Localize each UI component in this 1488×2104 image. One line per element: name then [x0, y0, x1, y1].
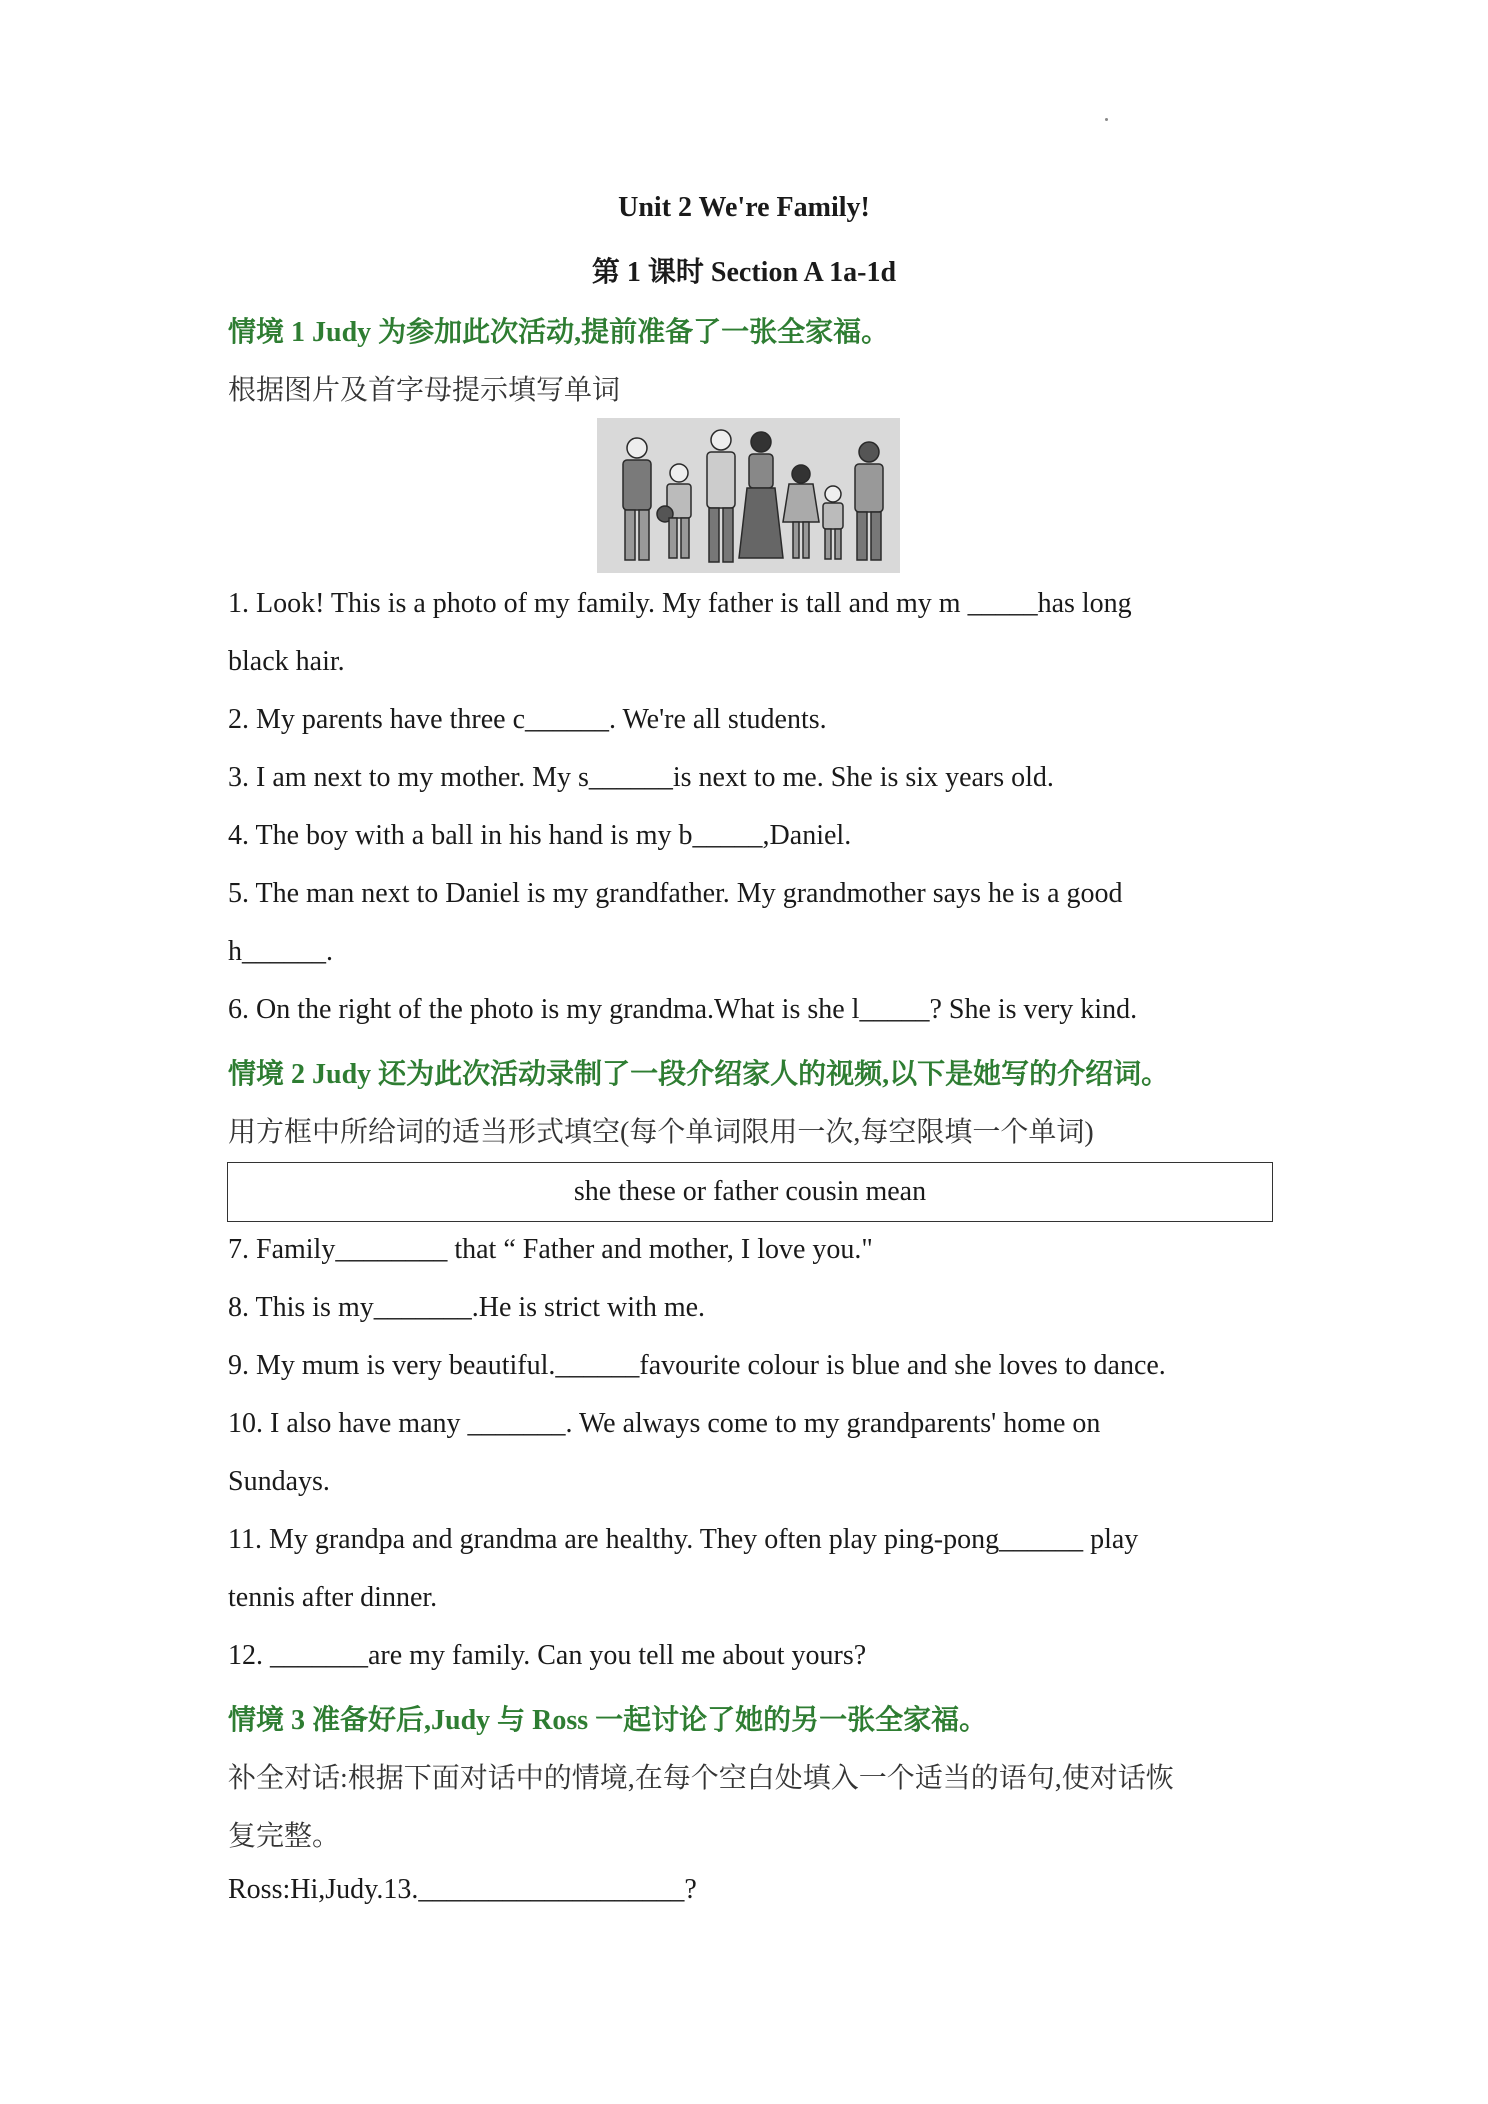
question-5-line-1: 5. The man next to Daniel is my grandfather. My grandmother says he is a good — [228, 878, 1123, 909]
page-mark-dot — [1105, 118, 1108, 121]
question-12: 12. _______are my family. Can you tell me about yours? — [228, 1640, 867, 1671]
question-11-line-2: tennis after dinner. — [228, 1582, 438, 1613]
question-1-line-1: 1. Look! This is a photo of my family. My father is tall and my m _____has long — [228, 588, 1132, 619]
situation-3-heading: 情境 3 准备好后,Judy 与 Ross 一起讨论了她的另一张全家福。 — [228, 1705, 988, 1736]
dialogue-line-13: Ross:Hi,Judy.13.___________________? — [228, 1874, 697, 1905]
word-box: she these or father cousin mean — [227, 1162, 1273, 1222]
situation-2-heading: 情境 2 Judy 还为此次活动录制了一段介绍家人的视频,以下是她写的介绍词。 — [228, 1059, 1170, 1090]
question-2: 2. My parents have three c______. We're all students. — [228, 704, 827, 735]
family-photo-illustration — [597, 418, 900, 573]
question-1-line-2: black hair. — [228, 646, 345, 677]
question-6: 6. On the right of the photo is my grandma.What is she l_____? She is very kind. — [228, 994, 1138, 1025]
situation-2-instruction: 用方框中所给词的适当形式填空(每个单词限用一次,每空限填一个单词) — [228, 1117, 1094, 1148]
situation-3-instruction-line-1: 补全对话:根据下面对话中的情境,在每个空白处填入一个适当的语句,使对话恢 — [228, 1763, 1174, 1794]
question-4: 4. The boy with a ball in his hand is my b_____,Daniel. — [228, 820, 852, 851]
situation-1-heading: 情境 1 Judy 为参加此次活动,提前准备了一张全家福。 — [228, 317, 890, 348]
question-10-line-1: 10. I also have many _______. We always come to my grandparents' home on — [228, 1408, 1101, 1439]
question-9: 9. My mum is very beautiful.______favourite colour is blue and she loves to dance. — [228, 1350, 1166, 1381]
question-10-line-2: Sundays. — [228, 1466, 330, 1497]
lesson-subtitle: 第 1 课时 Section A 1a-1d — [591, 257, 897, 288]
question-8: 8. This is my_______.He is strict with me. — [228, 1292, 706, 1323]
question-7: 7. Family________ that “ Father and mother, I love you." — [228, 1234, 873, 1265]
question-3: 3. I am next to my mother. My s______is next to me. She is six years old. — [228, 762, 1054, 793]
document-title: Unit 2 We're Family! — [618, 192, 870, 223]
situation-3-instruction-line-2: 复完整。 — [228, 1821, 341, 1852]
question-5-line-2: h______. — [228, 936, 333, 967]
situation-1-instruction: 根据图片及首字母提示填写单词 — [228, 375, 621, 406]
question-11-line-1: 11. My grandpa and grandma are healthy. They often play ping-pong______ play — [228, 1524, 1139, 1555]
